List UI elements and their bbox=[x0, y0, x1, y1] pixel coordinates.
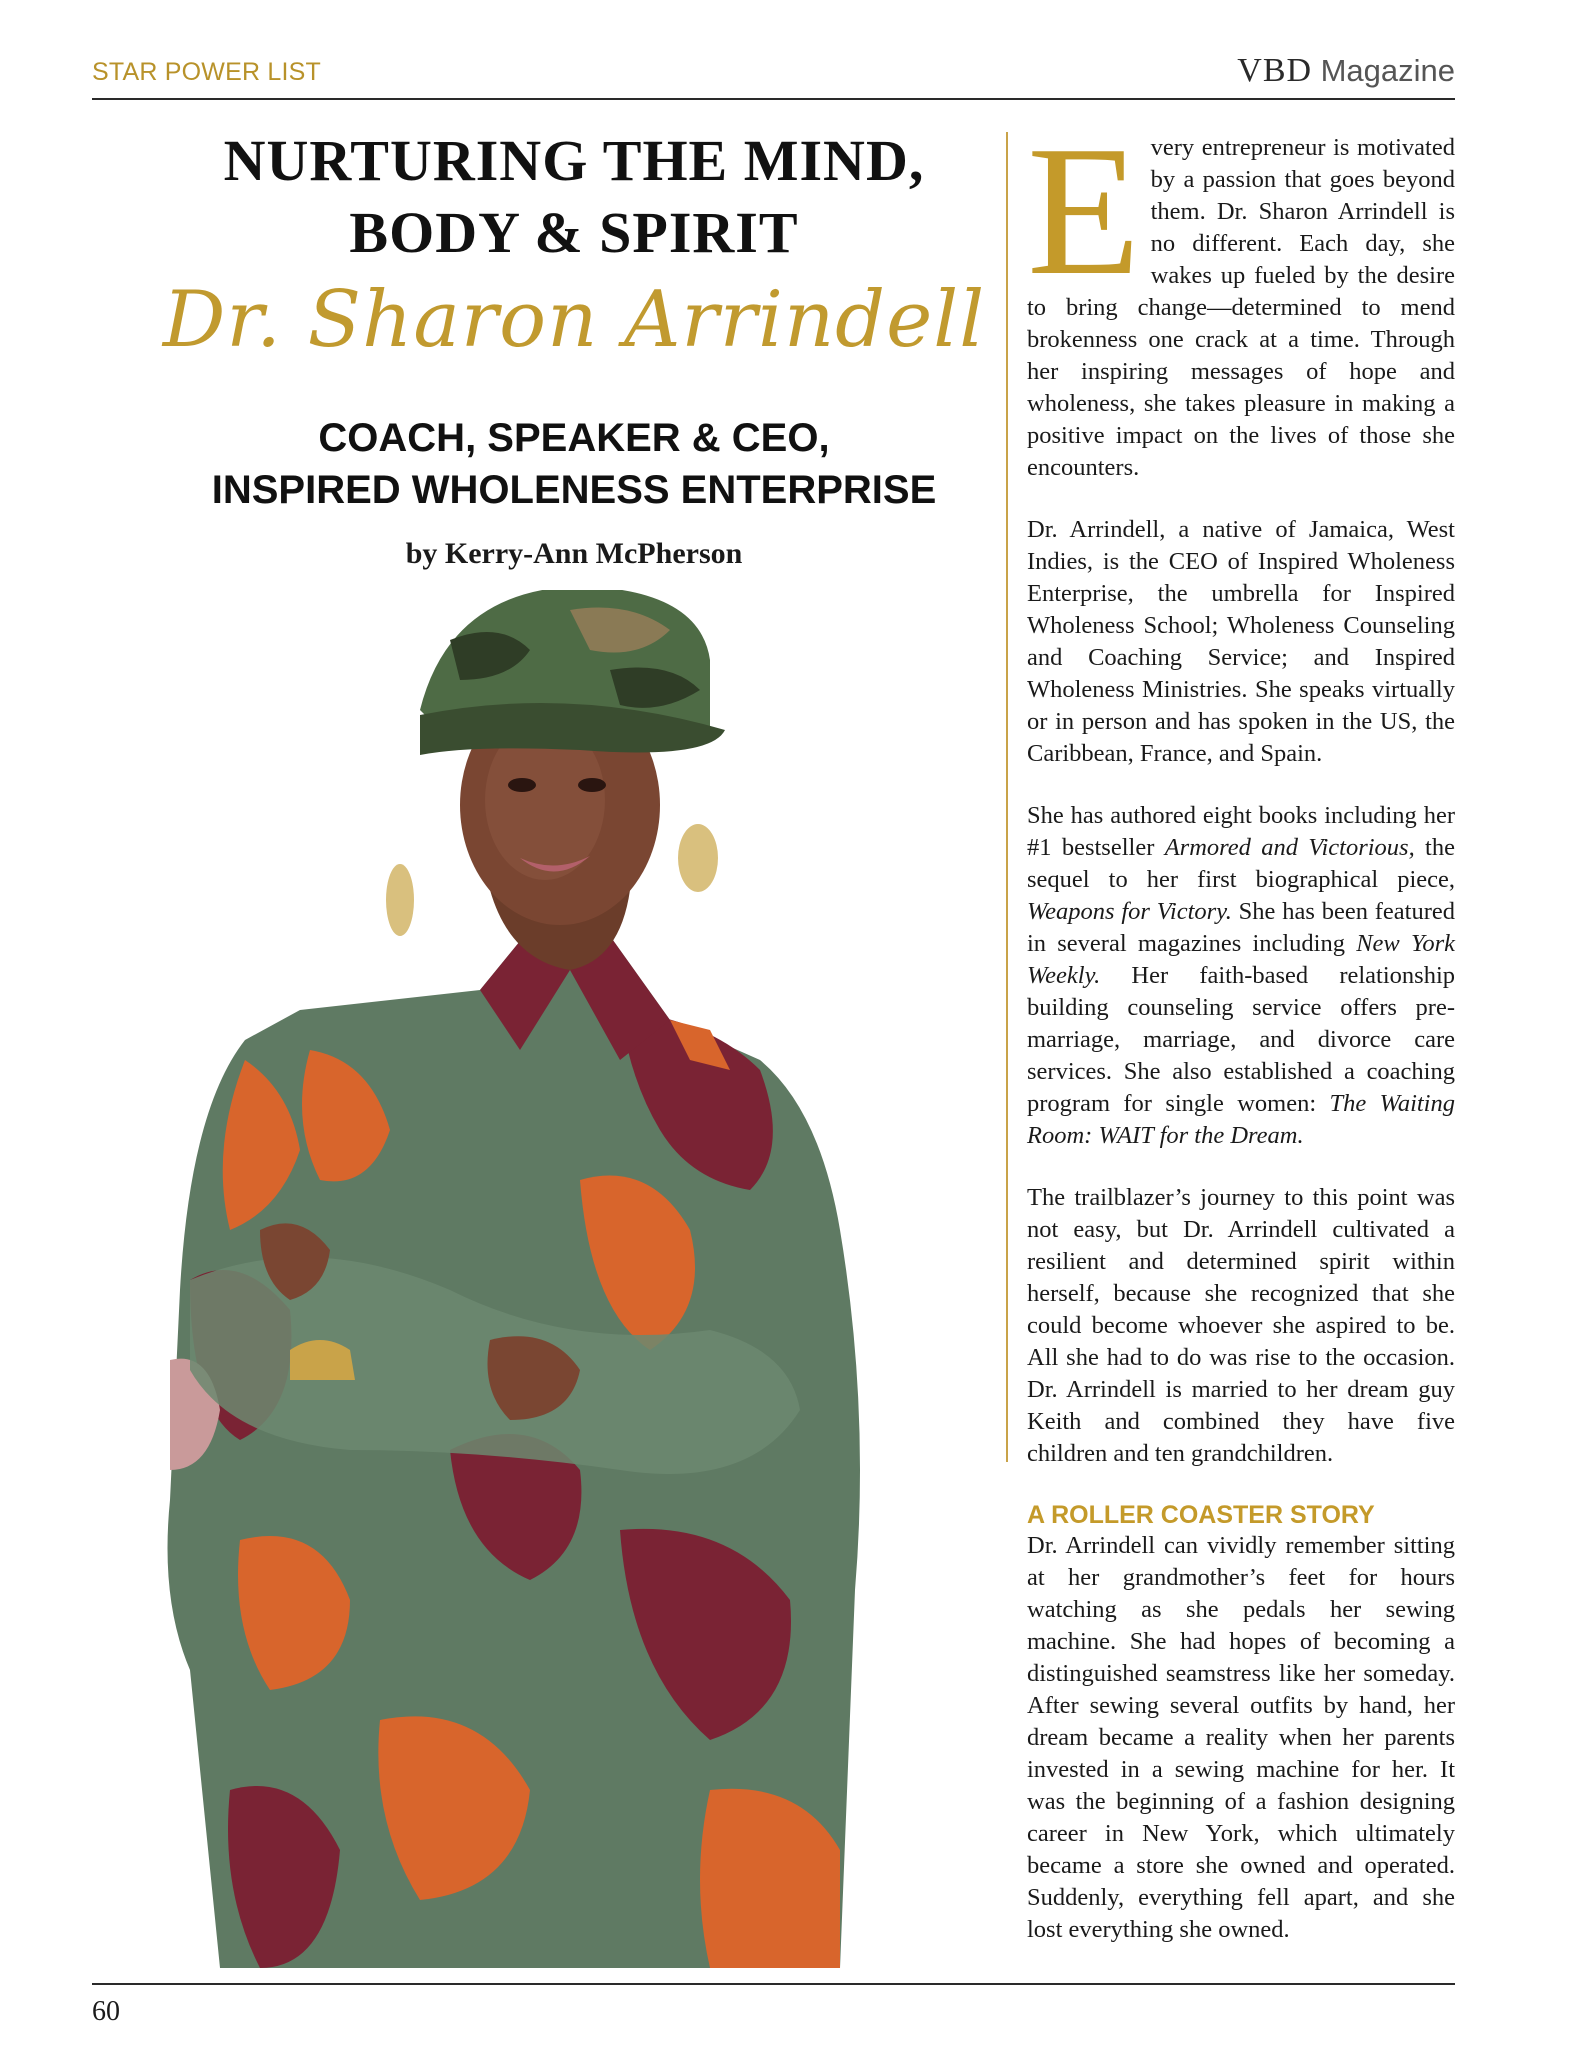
magazine-title bbox=[1237, 52, 1455, 90]
book-title-armored: Armored and Victorious, bbox=[1164, 834, 1415, 861]
subtitle-line-2: INSPIRED WHOLENESS ENTERPRISE bbox=[211, 468, 937, 512]
earring-right bbox=[678, 824, 718, 892]
left-eye bbox=[508, 778, 536, 792]
p3-text-3: She has been featured in several magazines including bbox=[1027, 898, 1456, 957]
headline bbox=[92, 125, 1056, 269]
article-body bbox=[1027, 108, 1456, 1976]
byline: by Kerry-Ann McPherson bbox=[405, 537, 743, 570]
p3-text-1: She has authored eight books including her #1 bestseller bbox=[1027, 802, 1455, 861]
page-number: 60 bbox=[92, 1996, 120, 2027]
section-label: STAR POWER LIST bbox=[92, 58, 321, 86]
subtitle-line-1: COACH, SPEAKER & CEO, bbox=[318, 416, 830, 460]
subtitle bbox=[92, 412, 1056, 516]
paragraph-5: Dr. Arrindell can vividly remember sitting at her grandmother’s feet for hours watching as she pedals her sewing machine. She had hopes of becoming a distinguished seamstress like her someday. After sewing several outfits by hand, her dream became a reality when her parents invested in a sewing machine for her. It was the beginning of a fashion designing career in New York, which ultimately became a store she owned and operated. Suddenly, everything fell apart, and she lost everything she owned. bbox=[1027, 1532, 1455, 1943]
paragraph-3 bbox=[1027, 800, 1455, 1152]
headline-line-1: NURTURING THE MIND, bbox=[223, 128, 925, 193]
right-eye bbox=[578, 778, 606, 792]
featured-name: Dr. Sharon Arrindell bbox=[162, 275, 986, 365]
paragraph-4: The trailblazer’s journey to this point was not easy, but Dr. Arrindell cultivated a resilient and determined spirit within herself, because she recognized that she could become whoever she aspired to be. All she had to do was rise to the occasion. Dr. Arrindell is married to her dream guy Keith and combined they have five children and ten grandchildren. bbox=[1027, 1184, 1455, 1467]
p3-text-2: the sequel to her first biographical piece, bbox=[1027, 834, 1455, 893]
magazine-title-nyw: New York Weekly. bbox=[1027, 930, 1456, 989]
paragraph-1-text: very entrepreneur is motivated by a passion that goes beyond them. Dr. Sharon Arrindell is no different. Each day, she wakes up fueled by the desire to bring change—determined to mend brokenness one crack at a time. Through her inspiring messages of hope and wholeness, she takes pleasure in making a positive impact on the lives of those she encounters. bbox=[1027, 134, 1455, 481]
earring-left bbox=[386, 864, 414, 936]
magazine-title-bold: VBD bbox=[1237, 52, 1313, 89]
section-subheading: A ROLLER COASTER STORY bbox=[1027, 1501, 1375, 1529]
column-rule bbox=[1006, 132, 1008, 1462]
book-title-weapons: Weapons for Victory. bbox=[1027, 898, 1232, 925]
drop-cap: E bbox=[1027, 108, 1141, 314]
program-title: The Waiting Room: WAIT for the Dream. bbox=[1027, 1090, 1455, 1149]
magazine-title-light: Magazine bbox=[1320, 53, 1455, 88]
header-rule bbox=[92, 98, 1455, 100]
footer-rule bbox=[92, 1983, 1455, 1985]
headline-line-2: BODY & SPIRIT bbox=[349, 200, 799, 265]
paragraph-1 bbox=[1027, 108, 1455, 484]
portrait-photo bbox=[150, 590, 870, 1968]
paragraph-2: Dr. Arrindell, a native of Jamaica, West Indies, is the CEO of Inspired Wholeness Enterprise, the umbrella for Inspired Wholeness School; Wholeness Counseling and Coaching Service; and Inspired Wholeness Ministries. She speaks virtually or in person and has spoken in the US, the Caribbean, France, and Spain. bbox=[1027, 516, 1455, 767]
p3-text-4: Her faith-based relationship building counseling service offers pre-marriage, marriage, and divorce care services. She also established a coaching program for single women: bbox=[1027, 962, 1455, 1117]
